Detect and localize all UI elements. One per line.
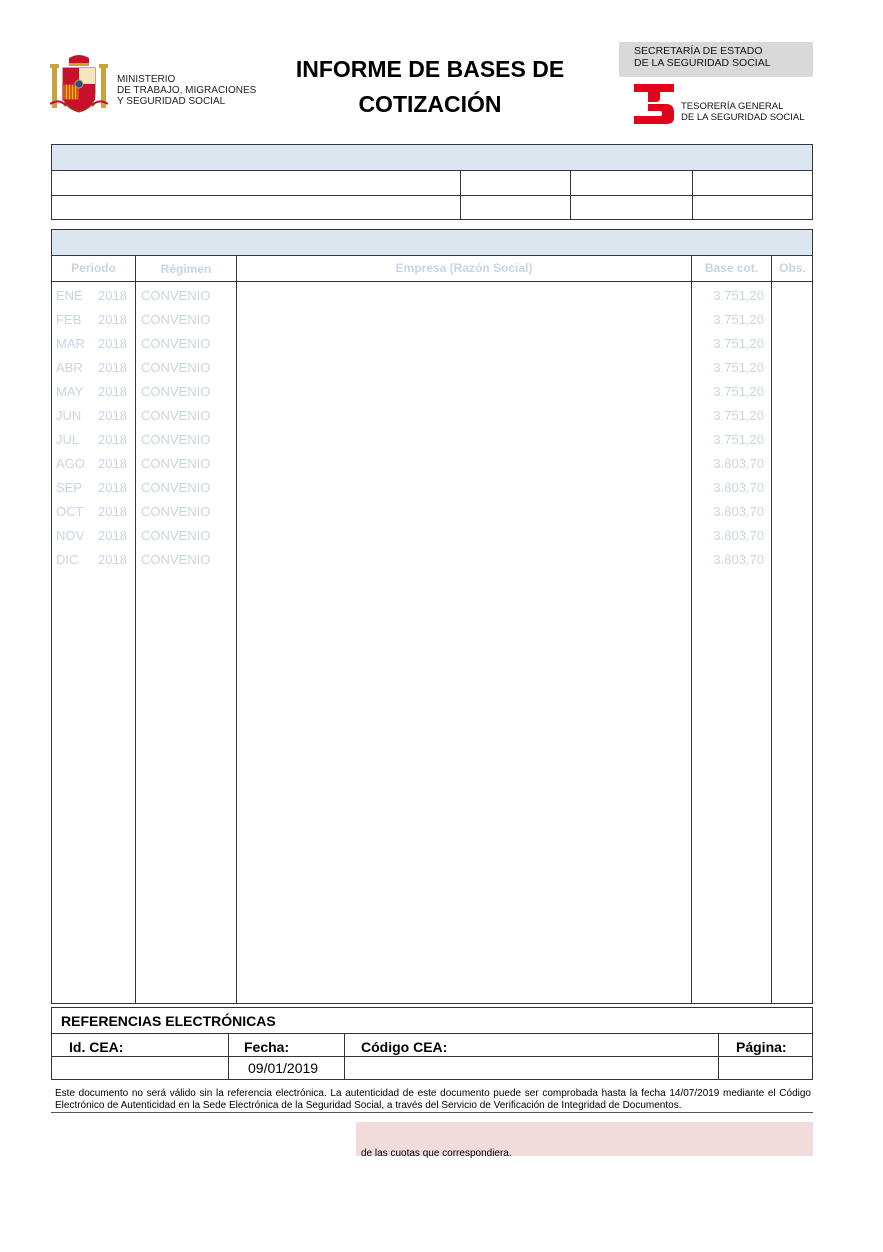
- row-base: 3.751,20: [713, 288, 764, 303]
- tesoreria-name: TESORERÍA GENERAL DE LA SEGURIDAD SOCIAL: [681, 101, 805, 123]
- row-month: DIC: [56, 552, 79, 567]
- row-base: 3.751,20: [713, 384, 764, 399]
- row-month: MAR: [56, 336, 85, 351]
- footer-rule: [51, 1112, 813, 1113]
- row-year: 2018: [98, 504, 127, 519]
- row-month: AGO: [56, 456, 85, 471]
- row-regimen: CONVENIO: [141, 312, 211, 327]
- column-header-obs: Obs.: [779, 261, 806, 275]
- row-month: FEB: [56, 312, 82, 327]
- row-month: ABR: [56, 360, 83, 375]
- secretaria-box: [619, 42, 813, 77]
- column-divider: [344, 1033, 345, 1079]
- row-regimen: CONVENIO: [141, 480, 211, 495]
- header-divider: [52, 281, 812, 282]
- row-regimen: CONVENIO: [141, 456, 211, 471]
- row-year: 2018: [98, 408, 127, 423]
- row-base: 3.803,70: [713, 552, 764, 567]
- row-year: 2018: [98, 288, 127, 303]
- row-base: 3.751,20: [713, 408, 764, 423]
- row-year: 2018: [98, 384, 127, 399]
- row-year: 2018: [98, 312, 127, 327]
- references-title: REFERENCIAS ELECTRÓNICAS: [61, 1013, 276, 1029]
- column-divider: [692, 171, 693, 219]
- pagina-label: Página:: [736, 1039, 787, 1055]
- row-base: 3.803,70: [713, 528, 764, 543]
- row-regimen: CONVENIO: [141, 552, 211, 567]
- row-regimen: CONVENIO: [141, 408, 211, 423]
- row-year: 2018: [98, 480, 127, 495]
- validity-disclaimer: Este documento no será válido sin la referencia electrónica. La autenticidad de este documento puede ser comprobada hasta la fecha 14/07/2019 mediante el Código Electrónico de Autenticidad en la Sede Electrónica de la Seguridad Social, a través del Servicio de Verificación de Integridad de Documentos.: [55, 1088, 811, 1111]
- personal-data-box: [51, 144, 813, 220]
- row-regimen: CONVENIO: [141, 384, 211, 399]
- row-year: 2018: [98, 456, 127, 471]
- note-text: de las cuotas que correspondiera.: [361, 1148, 512, 1159]
- column-divider: [236, 256, 237, 1003]
- column-divider: [460, 171, 461, 219]
- row-month: JUL: [56, 432, 80, 447]
- row-month: SEP: [56, 480, 83, 495]
- row-base: 3.803,70: [713, 456, 764, 471]
- row-base: 3.751,20: [713, 432, 764, 447]
- row-regimen: CONVENIO: [141, 432, 211, 447]
- id-cea-label: Id. CEA:: [69, 1039, 124, 1055]
- row-month: ENE: [56, 288, 83, 303]
- column-divider: [718, 1033, 719, 1079]
- column-divider: [135, 256, 136, 1003]
- column-divider: [570, 171, 571, 219]
- fecha-label: Fecha:: [244, 1039, 290, 1055]
- row-regimen: CONVENIO: [141, 528, 211, 543]
- column-header-base-cot: Base cot.: [704, 261, 759, 275]
- row-regimen: CONVENIO: [141, 360, 211, 375]
- row-divider: [52, 1033, 812, 1034]
- bases-table: [51, 229, 813, 1004]
- tgss-logo-icon: [634, 84, 674, 124]
- column-divider: [228, 1033, 229, 1079]
- bases-table-title-band: [52, 230, 812, 256]
- row-year: 2018: [98, 336, 127, 351]
- ministry-name: MINISTERIO DE TRABAJO, MIGRACIONES Y SEGURIDAD SOCIAL: [117, 74, 257, 107]
- row-base: 3.803,70: [713, 480, 764, 495]
- codigo-cea-label: Código CEA:: [361, 1039, 448, 1055]
- column-divider: [771, 256, 772, 1003]
- row-year: 2018: [98, 432, 127, 447]
- row-year: 2018: [98, 552, 127, 567]
- secretaria-text: SECRETARÍA DE ESTADO DE LA SEGURIDAD SOCIAL: [634, 45, 771, 69]
- spain-coat-of-arms-icon: [50, 54, 108, 116]
- row-base: 3.751,20: [713, 312, 764, 327]
- row-month: OCT: [56, 504, 84, 519]
- row-divider: [52, 195, 812, 196]
- column-header-empresa: Empresa (Razón Social): [395, 261, 533, 275]
- row-month: NOV: [56, 528, 85, 543]
- row-year: 2018: [98, 360, 127, 375]
- column-divider: [691, 256, 692, 1003]
- row-year: 2018: [98, 528, 127, 543]
- column-header-periodo: Periodo: [71, 261, 116, 275]
- row-divider: [52, 1056, 812, 1057]
- document-title: INFORME DE BASES DE COTIZACIÓN: [295, 56, 565, 117]
- row-regimen: CONVENIO: [141, 288, 211, 303]
- row-base: 3.751,20: [713, 360, 764, 375]
- row-regimen: CONVENIO: [141, 336, 211, 351]
- row-month: JUN: [56, 408, 82, 423]
- personal-data-header-band: [52, 145, 812, 171]
- row-regimen: CONVENIO: [141, 504, 211, 519]
- column-header-regimen: Régimen: [160, 262, 212, 276]
- fecha-value: 09/01/2019: [248, 1060, 319, 1076]
- row-base: 3.803,70: [713, 504, 764, 519]
- row-base: 3.751,20: [713, 336, 764, 351]
- row-month: MAY: [56, 384, 84, 399]
